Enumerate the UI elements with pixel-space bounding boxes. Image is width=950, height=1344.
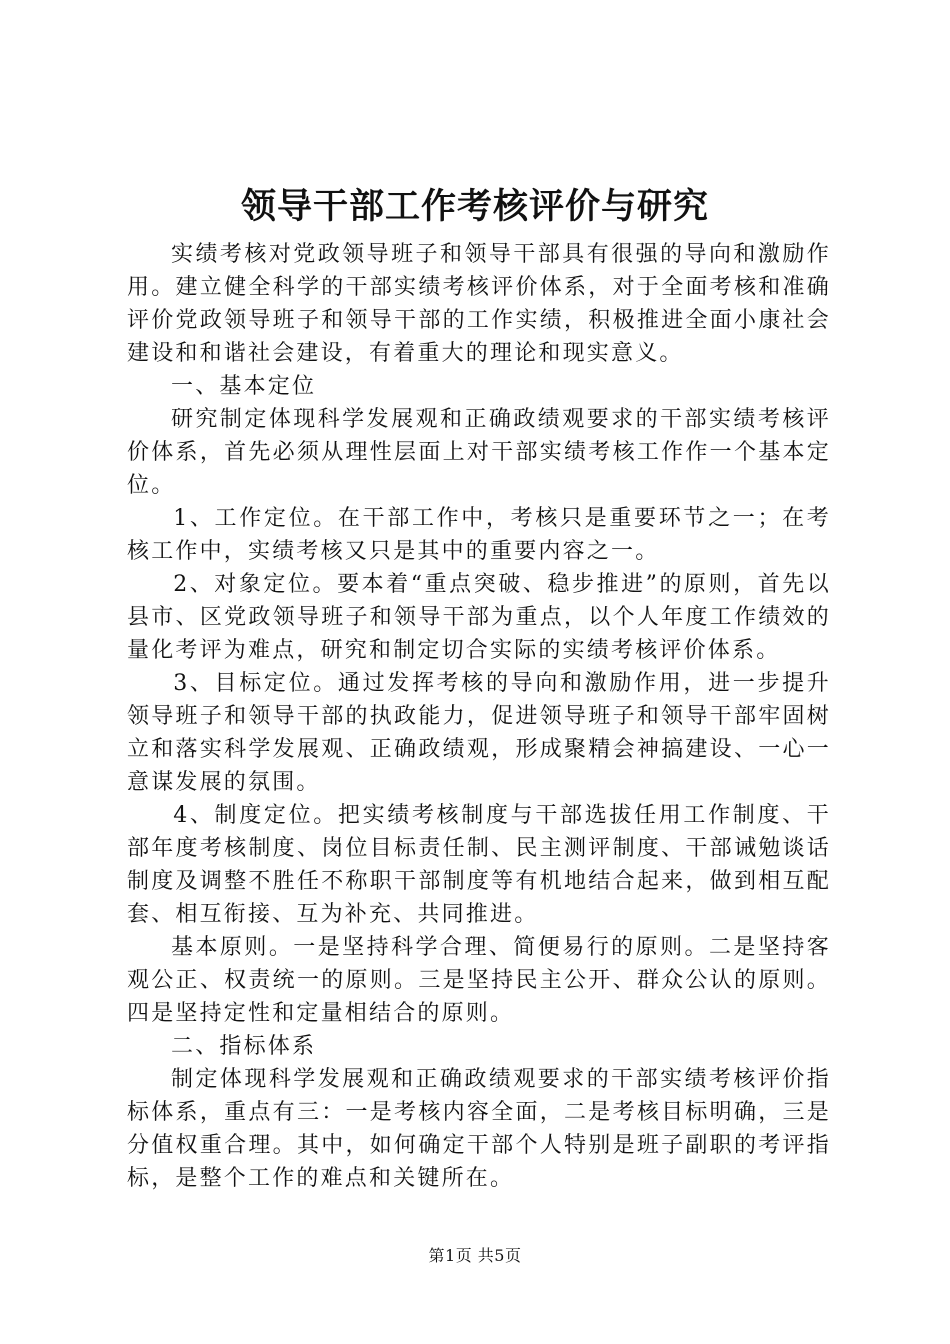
document-title: 领导干部工作考核评价与研究 bbox=[240, 186, 709, 227]
paragraph-work-positioning: 1、工作定位。在干部工作中，考核只是重要环节之一；在考核工作中，实绩考核又只是其中的重要内容之一。 bbox=[127, 506, 831, 564]
paragraph-indicator-system: 制定体现科学发展观和正确政绩观要求的干部实绩考核评价指标体系，重点有三：一是考核内容全面，二是考核目标明确，三是分值权重合理。其中，如何确定干部个人特别是班子副职的考评指标，是整个工作的难点和关键所在。 bbox=[127, 1067, 831, 1191]
paragraph-target-positioning: 2、对象定位。要本着“重点突破、稳步推进”的原则，首先以县市、区党政领导班子和领导干部为重点，以个人年度工作绩效的量化考评为难点，研究和制定切合实际的实绩考核评价体系。 bbox=[127, 572, 831, 663]
paragraph-basic-principles: 基本原则。一是坚持科学合理、简便易行的原则。二是坚持客观公正、权责统一的原则。三是坚持民主公开、群众公认的原则。四是坚持定性和定量相结合的原则。 bbox=[127, 935, 831, 1026]
paragraph-intro: 实绩考核对党政领导班子和领导干部具有很强的导向和激励作用。建立健全科学的干部实绩考核评价体系，对于全面考核和准确评价党政领导班子和领导干部的工作实绩，积极推进全面小康社会建设和和谐社会建设，有着重大的理论和现实意义。 bbox=[127, 242, 831, 366]
section-heading-indicator-system: 二、指标体系 bbox=[171, 1034, 317, 1059]
paragraph-positioning-intro: 研究制定体现科学发展观和正确政绩观要求的干部实绩考核评价体系，首先必须从理性层面上对干部实绩考核工作作一个基本定位。 bbox=[127, 407, 831, 498]
paragraph-system-positioning: 4、制度定位。把实绩考核制度与干部选拔任用工作制度、干部年度考核制度、岗位目标责任制、民主测评制度、干部诫勉谈话制度及调整不胜任不称职干部制度等有机地结合起来，做到相互配套、相互衔接、互为补充、共同推进。 bbox=[127, 803, 831, 927]
document-body bbox=[127, 238, 831, 1195]
paragraph-goal-positioning: 3、目标定位。通过发挥考核的导向和激励作用，进一步提升领导班子和领导干部的执政能力，促进领导班子和领导干部牢固树立和落实科学发展观、正确政绩观，形成聚精会神搞建设、一心一意谋发展的氛围。 bbox=[127, 671, 831, 795]
section-heading-basic-positioning: 一、基本定位 bbox=[171, 374, 317, 399]
page-number-footer: 第1页 共5页 bbox=[428, 1246, 522, 1265]
